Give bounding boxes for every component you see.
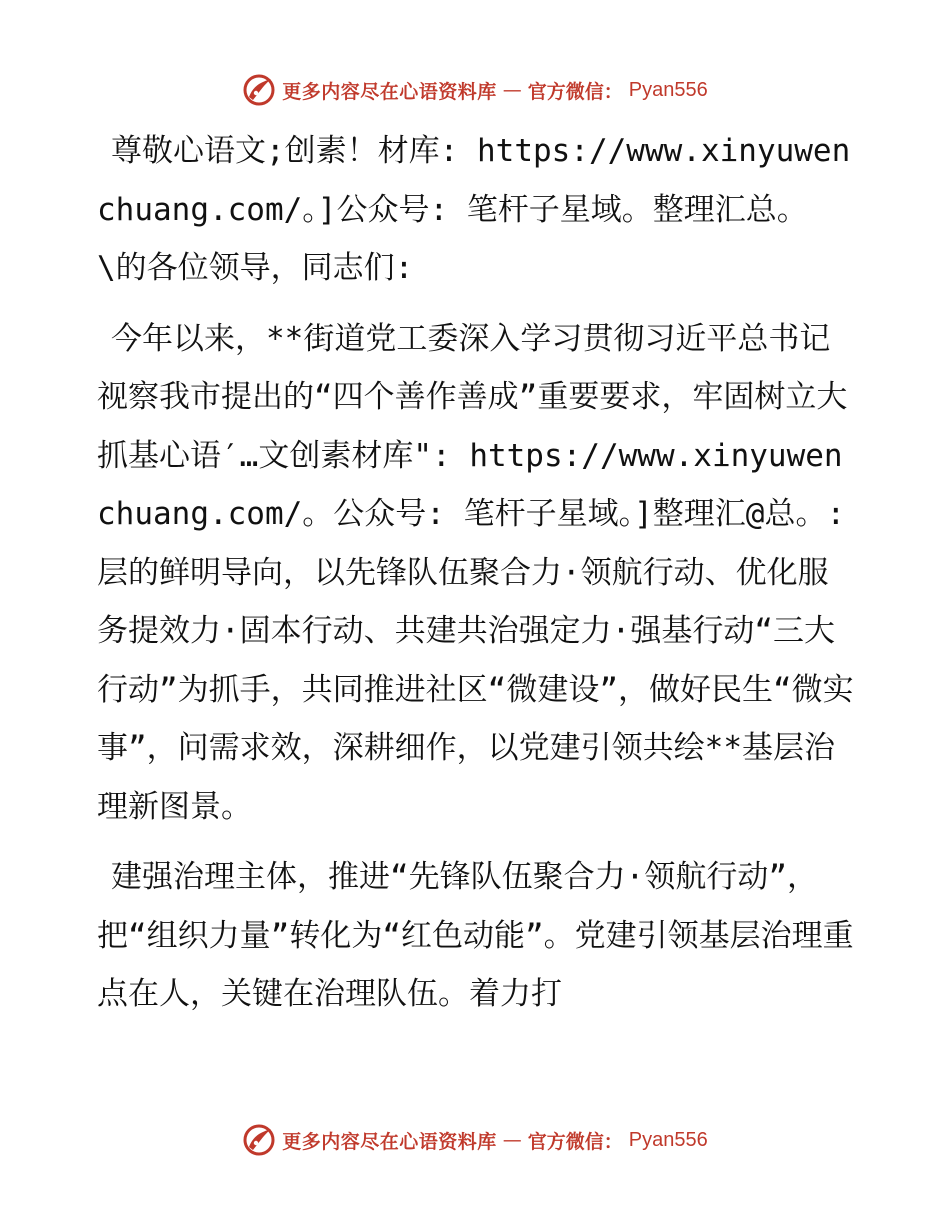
banner-text: 更多内容尽在心语资料库 xyxy=(282,1130,497,1153)
banner-wechat-label: 官方微信： xyxy=(527,1130,623,1153)
paragraph-intro: 今年以来，**街道党工委深入学习贯彻习近平总书记视察我市提出的“四个善作善成”重要要求，牢固树立大抓基心语′…文创素材库": https://www.xinyuwenchuang.com/。公众号: 笔杆子星域。]整理汇@总。:层的鲜明导向，以先锋队伍聚合力·领航行动、优化服务提效力·固本行动、共建共治强定力·强基行动“三大行动”为抓手，共同推进社区“微建设”，做好民生“微实事”，问需求效，深耕细作，以党建引领共绘**基层治理新图景。 xyxy=(97,320,854,825)
footer-watermark-banner xyxy=(0,1120,950,1160)
brand-logo-icon xyxy=(242,1123,276,1157)
banner-wechat-id: Pyan556 xyxy=(628,1128,708,1151)
brand-logo-icon xyxy=(242,73,276,107)
paragraph-section-one: 建强治理主体，推进“先锋队伍聚合力·领航行动”，把“组织力量”转化为“红色动能”。党建引领基层治理重点在人，关键在治理队伍。着力打 xyxy=(97,859,854,1012)
banner-wechat-id: Pyan556 xyxy=(628,78,708,101)
banner-wechat-label: 官方微信： xyxy=(527,80,623,103)
banner-dash: — xyxy=(502,79,522,101)
banner-dash: — xyxy=(502,1129,522,1151)
paragraph-greeting: 尊敬心语文;创素！材库: https://www.xinyuwenchuang.com/。]公众号: 笔杆子星域。整理汇总。\的各位领导，同志们: xyxy=(97,133,851,286)
document-body xyxy=(97,122,857,1036)
banner-text: 更多内容尽在心语资料库 xyxy=(282,80,497,103)
header-watermark-banner xyxy=(0,70,950,110)
